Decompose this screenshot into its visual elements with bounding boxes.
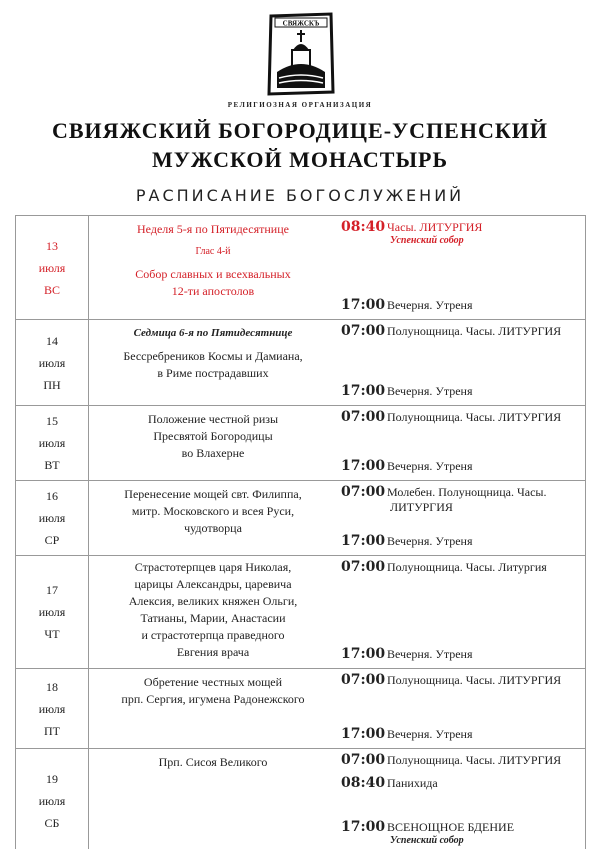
weekday: ПН [43,378,61,392]
feast-line: Евгения врача [176,645,250,659]
weekday: ВС [43,283,60,297]
service-name: Молебен. Полунощница. Часы. [387,485,547,499]
weekday: ЧТ [44,627,60,641]
service-time: 07:00 [341,409,386,425]
service-time: 17:00 [341,458,386,474]
month: июля [38,702,66,716]
service-entry [341,819,514,846]
service-location: Успенский собор [390,235,464,246]
service-name: Панихида [387,776,438,790]
feast-line: митр. Московского и всея Руси, [131,504,295,518]
service-name: Полунощница. Часы. ЛИТУРГИЯ [387,324,562,338]
feast-line: Неделя 5-я по Пятидесятнице [137,222,289,236]
service-time: 07:00 [341,672,386,688]
month: июля [38,605,66,619]
schedule-heading: РАСПИСАНИЕ БОГОСЛУЖЕНИЙ [135,186,465,205]
service-time: 08:40 [341,775,386,791]
date-cell [16,556,89,669]
day-number: 13 [46,239,58,253]
feast-heading: Седмица 6-я по Пятидесятнице [133,327,293,339]
service-entry [341,752,561,768]
service-time: 17:00 [341,297,386,313]
service-entry [341,458,473,474]
month: июля [38,794,66,808]
feast-line: и страстотерпца праведного [141,628,285,642]
service-time: 07:00 [341,484,386,500]
feast-line: Алексия, великих княжен Ольги, [128,594,298,608]
date-cell [16,749,89,849]
service-entry [341,297,473,313]
service-name: Полунощница. Часы. ЛИТУРГИЯ [387,673,562,687]
date-cell [16,669,89,749]
details-cell [89,556,586,669]
service-name: Полунощница. Часы. ЛИТУРГИЯ [387,410,562,424]
day-number: 14 [46,334,58,348]
details-cell [89,669,586,749]
date-cell [16,406,89,481]
schedule-row [16,556,586,669]
feast-line: Положение честной ризы [147,412,279,426]
service-name: Вечерня. Утреня [387,727,473,741]
feast-line: Глас 4-й [195,246,231,257]
schedule-row [16,669,586,749]
service-name: Часы. ЛИТУРГИЯ [387,220,483,234]
service-name: Вечерня. Утреня [387,459,473,473]
service-time: 07:00 [341,752,386,768]
feast-line: Бессребреников Космы и Дамиана, [123,349,303,363]
service-name: Вечерня. Утреня [387,647,473,661]
details-cell [89,481,586,556]
svg-text:СВЯЖСКЪ: СВЯЖСКЪ [282,19,320,28]
month: июля [38,436,66,450]
service-time: 17:00 [341,819,386,835]
details-cell [89,216,586,320]
feast-line: Пресвятой Богородицы [153,429,273,443]
feast-line: во Влахерне [181,446,245,460]
month: июля [38,356,66,370]
month: июля [38,261,66,275]
feast-line: чудотворца [184,521,242,535]
service-entry [341,646,473,662]
service-entry [341,726,473,742]
feast-line: Страстотерпцев царя Николая, [134,560,292,574]
service-time: 17:00 [341,533,386,549]
monastery-title-line1: СВИЯЖСКИЙ БОГОРОДИЦЕ-УСПЕНСКИЙ [51,118,549,143]
details-cell [89,406,586,481]
feast-line: Перенесение мощей свт. Филиппа, [124,487,302,501]
feast-line: Собор славных и всехвальных [135,267,291,281]
day-number: 16 [46,489,58,503]
service-entry [341,484,547,515]
schedule-row [16,320,586,406]
date-cell [16,216,89,320]
month: июля [38,511,66,525]
date-cell [16,481,89,556]
service-entry [341,533,473,549]
service-entry [341,219,482,246]
feast-line: 12-ти апостолов [171,284,255,298]
feast-line: Обретение честных мощей [143,675,283,689]
day-number: 19 [46,772,58,786]
service-entry [341,775,438,791]
service-time: 08:40 [341,219,386,235]
schedule-row [16,406,586,481]
day-number: 15 [46,414,58,428]
service-entry [341,672,561,688]
service-location: Успенский собор [390,835,464,846]
service-name: Полунощница. Часы. Литургия [387,560,547,574]
service-name: Вечерня. Утреня [387,298,473,312]
date-cell [16,320,89,406]
feast-line: прп. Сергия, игумена Радонежского [121,692,305,706]
feast-line: Прп. Сисоя Великого [158,755,268,769]
service-time: 07:00 [341,323,386,339]
weekday: СР [44,533,60,547]
weekday: ВТ [44,458,60,472]
schedule-row [16,216,586,320]
schedule-row [16,749,586,849]
service-time: 17:00 [341,383,386,399]
details-cell [89,320,586,406]
service-name: Вечерня. Утреня [387,534,473,548]
service-time: 17:00 [341,726,386,742]
monastery-title-line2: МУЖСКОЙ МОНАСТЫРЬ [151,147,449,172]
service-entry [341,559,547,575]
service-entry [341,323,561,339]
feast-line: Татианы, Марии, Анастасии [140,611,286,625]
day-number: 18 [46,680,58,694]
service-name: ВСЕНОЩНОЕ БДЕНИЕ [387,820,515,834]
feast-line: в Риме пострадавших [157,366,269,380]
service-name-cont: ЛИТУРГИЯ [390,500,453,514]
weekday: ПТ [44,724,60,738]
organization-type: РЕЛИГИОЗНАЯ ОРГАНИЗАЦИЯ [227,101,373,109]
schedule-row [16,481,586,556]
feast-line: царицы Александры, царевича [134,577,292,591]
service-time: 07:00 [341,559,386,575]
service-entry [341,409,561,425]
service-entry [341,383,473,399]
monastery-logo [265,12,337,96]
schedule-table [15,215,586,849]
details-cell [89,749,586,849]
day-number: 17 [46,583,58,597]
service-time: 17:00 [341,646,386,662]
service-name: Полунощница. Часы. ЛИТУРГИЯ [387,753,562,767]
weekday: СБ [44,816,60,830]
service-name: Вечерня. Утреня [387,384,473,398]
